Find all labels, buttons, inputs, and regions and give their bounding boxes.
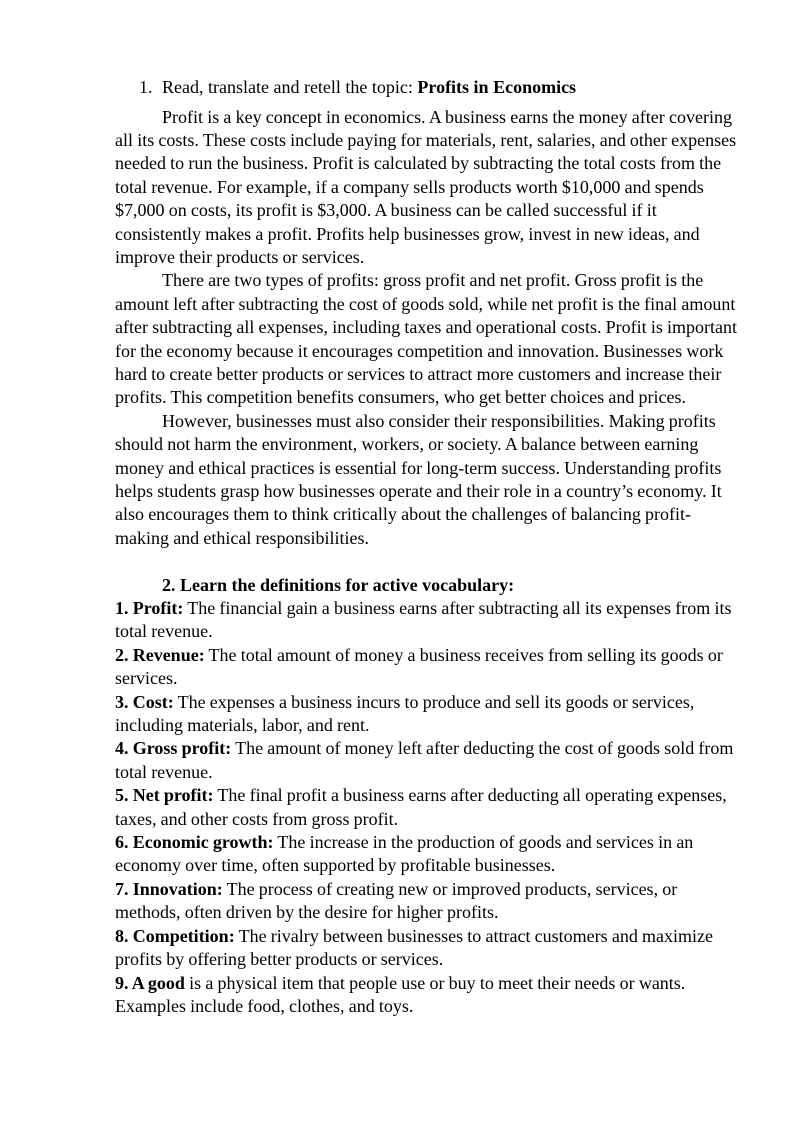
task-1-lead: Read, translate and retell the topic:: [162, 77, 418, 97]
vocab-term: 7. Innovation:: [115, 878, 223, 899]
vocab-item-cost: [115, 691, 744, 738]
vocab-item-economic-growth: [115, 831, 744, 878]
vocab-term: 1. Profit:: [115, 598, 184, 619]
task-1-heading: [139, 76, 744, 100]
topic-title: Profits in Economics: [417, 77, 577, 97]
vocab-definition: The increase in the production of goods and services in an economy over time, often supported by profitable businesses.: [115, 832, 694, 876]
vocab-definition: The rivalry between businesses to attract customers and maximize profits by offering better products or services.: [115, 925, 714, 970]
vocabulary-list: [115, 597, 744, 1018]
vocab-term: 5. Net profit:: [115, 785, 214, 806]
vocab-item-competition: [115, 925, 744, 972]
paragraph-1: Profit is a key concept in economics. A business earns the money after covering all its costs. These costs include paying for materials, rent, salaries, and other expenses needed to run the business. Profit is calculated by subtracting the total costs from the total revenue. For example, if a company sells products worth $10,000 and spends $7,000 on costs, its profit is $3,000. A business can be called successful if it consistently makes a profit. Profits help businesses grow, invest in new ideas, and improve their products or services.: [115, 106, 737, 267]
vocab-item-net-profit: [115, 784, 744, 831]
vocab-definition: The expenses a business incurs to produce and sell its goods or services, including materials, labor, and rent.: [115, 691, 695, 736]
vocab-definition: The total amount of money a business receives from selling its goods or services.: [115, 644, 723, 689]
vocab-term: 4. Gross profit:: [115, 738, 232, 759]
vocab-item-good: [115, 972, 744, 1019]
vocab-term: 3. Cost:: [115, 691, 174, 712]
task-1-number: 1.: [139, 77, 153, 97]
vocab-item-innovation: [115, 878, 744, 925]
task-2-heading: 2. Learn the definitions for active vocabulary:: [162, 574, 515, 595]
vocab-item-revenue: [115, 644, 744, 691]
vocab-term: 9. A good: [115, 972, 185, 993]
vocab-definition: The amount of money left after deducting the cost of goods sold from total revenue.: [115, 738, 734, 782]
vocab-term: 8. Competition:: [115, 925, 235, 946]
vocab-definition: The process of creating new or improved products, services, or methods, often driven by the desire for higher profits.: [115, 878, 678, 923]
vocab-definition: The financial gain a business earns after subtracting all its expenses from its total revenue.: [115, 598, 732, 642]
vocab-definition: The final profit a business earns after deducting all operating expenses, taxes, and other costs from gross profit.: [115, 785, 727, 829]
vocab-term: 6. Economic growth:: [115, 832, 274, 853]
vocab-item-profit: [115, 597, 744, 644]
paragraph-3: However, businesses must also consider their responsibilities. Making profits should not harm the environment, workers, or society. A balance between earning money and ethical practices is essential for long-term success. Understanding profits helps students grasp how businesses operate and their role in a country’s economy. It also encourages them to think critically about the challenges of balancing profit-making and ethical responsibilities.: [115, 410, 722, 548]
vocab-definition: is a physical item that people use or buy to meet their needs or wants. Examples include food, clothes, and toys.: [115, 972, 686, 1016]
vocab-item-gross-profit: [115, 737, 744, 784]
paragraph-2: There are two types of profits: gross profit and net profit. Gross profit is the amount left after subtracting the cost of goods sold, while net profit is the final amount after subtracting all expenses, including taxes and operational costs. Profit is important for the economy because it encourages competition and innovation. Businesses work hard to create better products or services to attract more customers and increase their profits. This competition benefits consumers, who get better choices and prices.: [115, 270, 738, 408]
vocab-term: 2. Revenue:: [115, 644, 205, 665]
